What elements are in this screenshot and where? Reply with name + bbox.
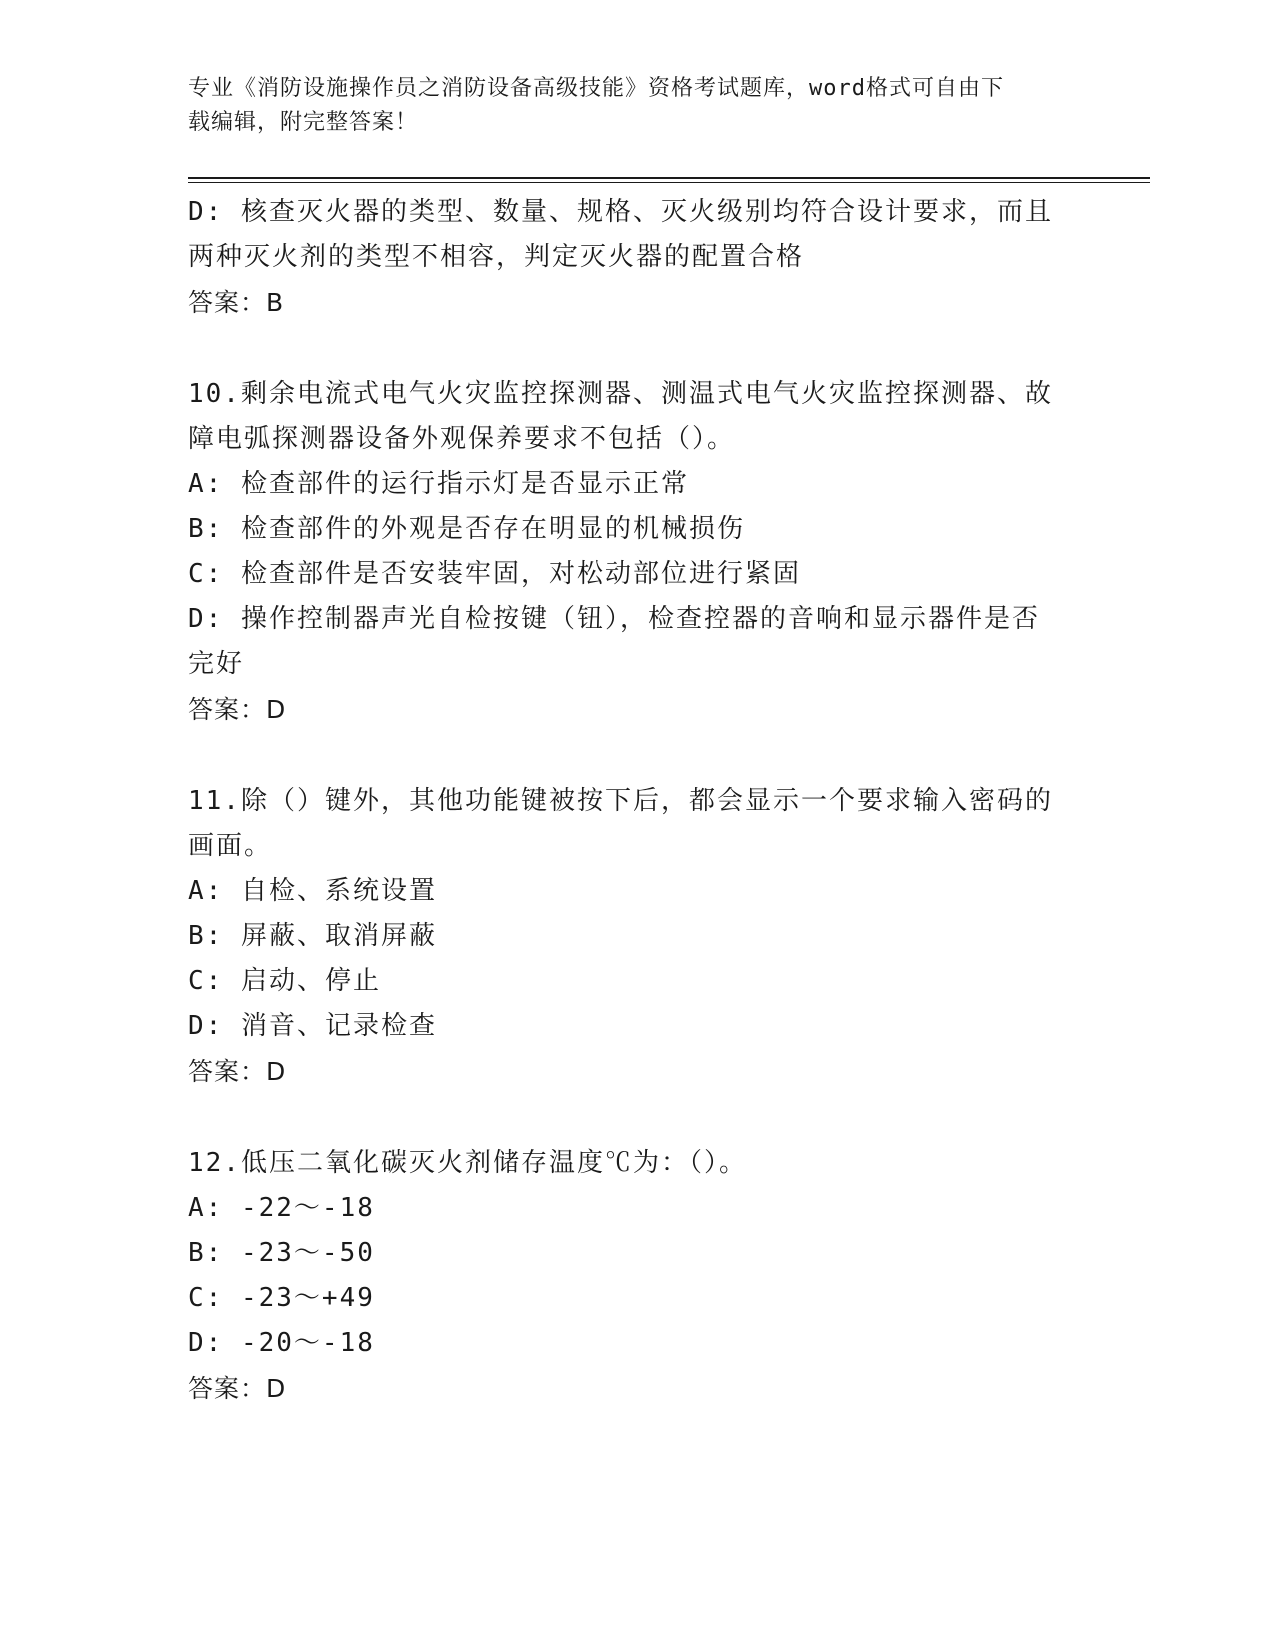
question-stem-continued: 画面。 (188, 831, 273, 861)
header-line-1: 专业《消防设施操作员之消防设备高级技能》资格考试题库，word格式可自由下 (188, 76, 1004, 101)
answer: 答案：D (188, 1057, 287, 1086)
option-d-continued: 两种灭火剂的类型不相容，判定灭火器的配置合格 (188, 242, 805, 272)
answer: 答案：D (188, 695, 287, 724)
question-stem-continued: 障电弧探测器设备外观保养要求不包括（）。 (188, 424, 736, 454)
question-stem: 11.除（）键外，其他功能键被按下后，都会显示一个要求输入密码的 (188, 786, 1053, 816)
option-a: A: 自检、系统设置 (188, 876, 437, 906)
option-c: C: 检查部件是否安装牢固，对松动部位进行紧固 (188, 559, 801, 589)
option-a: A: -22～-18 (188, 1193, 375, 1223)
question-12 (188, 1141, 1088, 1411)
question-stem: 12.低压二氧化碳灭火剂储存温度℃为：（）。 (188, 1148, 747, 1178)
option-d: D: -20～-18 (188, 1328, 375, 1358)
option-b: B: -23～-50 (188, 1238, 375, 1268)
question-10 (188, 372, 1088, 732)
option-d: D: 核查灭火器的类型、数量、规格、灭火级别均符合设计要求，而且 (188, 197, 1053, 227)
option-c: C: 启动、停止 (188, 966, 381, 996)
header-rule-thin (188, 182, 1150, 183)
option-d: D: 消音、记录检查 (188, 1011, 437, 1041)
option-b: B: 屏蔽、取消屏蔽 (188, 921, 437, 951)
answer: 答案：D (188, 1374, 287, 1403)
answer: 答案：B (188, 288, 285, 317)
question-list (188, 190, 1088, 1411)
option-d-continued: 完好 (188, 649, 245, 679)
option-c: C: -23～+49 (188, 1283, 375, 1313)
option-d: D: 操作控制器声光自检按键（钮），检查控器的音响和显示器件是否 (188, 604, 1040, 634)
header-rule-thick (188, 177, 1150, 179)
option-a: A: 检查部件的运行指示灯是否显示正常 (188, 469, 689, 499)
header-line-2: 载编辑，附完整答案！ (188, 110, 419, 135)
page-header (188, 72, 1068, 140)
option-b: B: 检查部件的外观是否存在明显的机械损伤 (188, 514, 745, 544)
question-11 (188, 779, 1088, 1094)
question-stem: 10.剩余电流式电气火灾监控探测器、测温式电气火灾监控探测器、故 (188, 379, 1053, 409)
question-9-tail (188, 190, 1088, 325)
